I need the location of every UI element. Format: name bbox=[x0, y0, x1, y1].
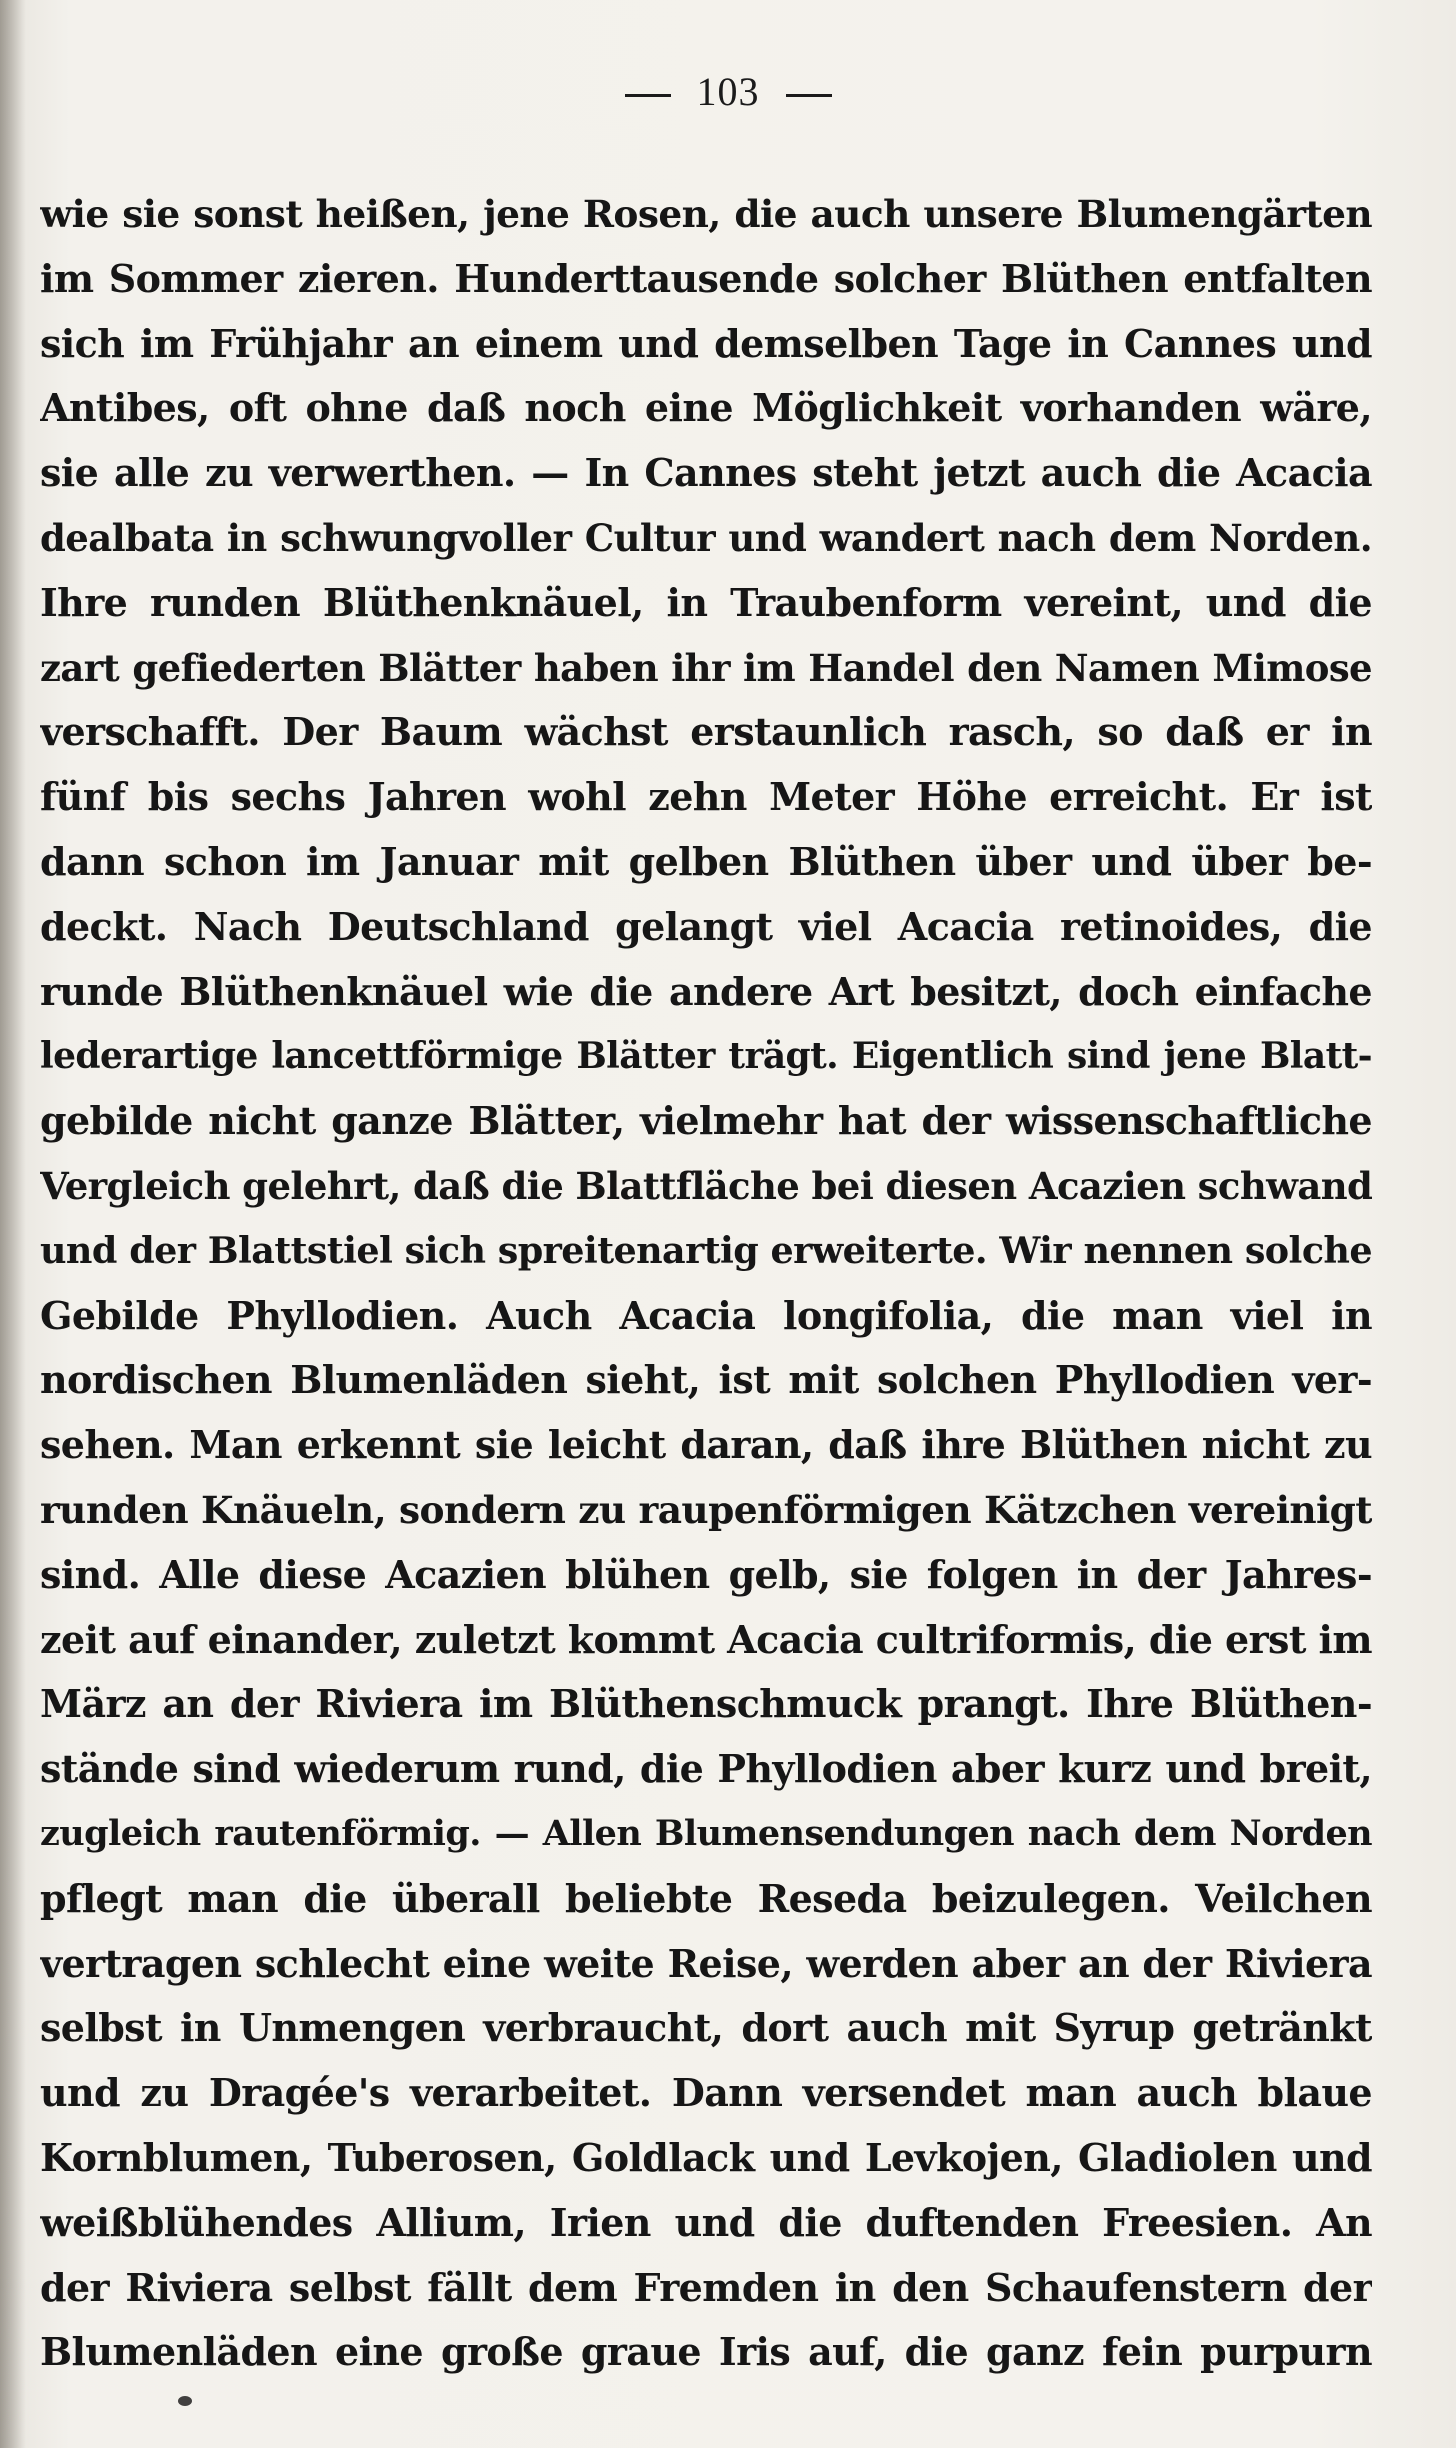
text-line: gebilde nicht ganze Blätter, vielmehr hat der wissenschaftliche bbox=[40, 1098, 1372, 1144]
text-line: im Sommer zieren. Hunderttausende solcher Blüthen entfalten bbox=[40, 255, 1372, 301]
text-line: sehen. Man erkennt sie leicht daran, daß ihre Blüthen nicht zu bbox=[40, 1422, 1372, 1468]
header-dash-left bbox=[625, 94, 671, 97]
text-line: runde Blüthenknäuel wie die andere Art besitzt, doch einfache bbox=[40, 968, 1372, 1014]
text-line: weißblühendes Allium, Irien und die duftenden Freesien. An bbox=[40, 2199, 1372, 2245]
text-line: und zu Dragée's verarbeitet. Dann versendet man auch blaue bbox=[40, 2070, 1372, 2116]
text-line: pflegt man die überall beliebte Reseda beizulegen. Veilchen bbox=[40, 1875, 1372, 1921]
binding-shadow bbox=[0, 0, 26, 2448]
page-header bbox=[0, 68, 1456, 115]
text-line: dann schon im Januar mit gelben Blüthen über und über be- bbox=[40, 838, 1372, 884]
body-text bbox=[40, 182, 1372, 2385]
text-line: stände sind wiederum rund, die Phyllodien aber kurz und breit, bbox=[40, 1746, 1372, 1792]
text-line: Vergleich gelehrt, daß die Blattfläche bei diesen Acazien schwand bbox=[40, 1163, 1372, 1208]
text-line: fünf bis sechs Jahren wohl zehn Meter Höhe erreicht. Er ist bbox=[40, 774, 1372, 820]
text-line: Blumenläden eine große graue Iris auf, die ganz fein purpurn bbox=[40, 2329, 1372, 2375]
text-line: zugleich rautenförmig. — Allen Blumensendungen nach dem Norden bbox=[40, 1812, 1372, 1854]
text-line: sie alle zu verwerthen. — In Cannes steht jetzt auch die Acacia bbox=[40, 450, 1372, 496]
text-line: lederartige lancettförmige Blätter trägt. Eigentlich sind jene Blatt- bbox=[40, 1035, 1372, 1078]
text-line: wie sie sonst heißen, jene Rosen, die auch unsere Blumengärten bbox=[40, 192, 1372, 236]
text-line: Ihre runden Blüthenknäuel, in Traubenform vereint, und die bbox=[40, 579, 1372, 625]
text-line: runden Knäueln, sondern zu raupenförmigen Kätzchen vereinigt bbox=[40, 1487, 1372, 1532]
text-line: nordischen Blumenläden sieht, ist mit solchen Phyllodien ver- bbox=[40, 1357, 1372, 1403]
page-number: 103 bbox=[696, 69, 760, 114]
text-line: vertragen schlecht eine weite Reise, werden aber an der Riviera bbox=[40, 1940, 1372, 1986]
header-dash-right bbox=[786, 94, 832, 97]
text-line: sich im Frühjahr an einem und demselben Tage in Cannes und bbox=[40, 320, 1372, 366]
text-line: Kornblumen, Tuberosen, Goldlack und Levkojen, Gladiolen und bbox=[40, 2134, 1372, 2180]
text-line: und der Blattstiel sich spreitenartig erweiterte. Wir nennen solche bbox=[40, 1228, 1372, 1272]
text-line: dealbata in schwungvoller Cultur und wandert nach dem Norden. bbox=[40, 515, 1372, 560]
text-line: der Riviera selbst fällt dem Fremden in den Schaufenstern der bbox=[40, 2264, 1372, 2310]
text-line: sind. Alle diese Acazien blühen gelb, sie folgen in der Jahres- bbox=[40, 1551, 1372, 1597]
text-line: verschafft. Der Baum wächst erstaunlich rasch, so daß er in bbox=[40, 709, 1372, 755]
text-line: selbst in Unmengen verbraucht, dort auch mit Syrup getränkt bbox=[40, 2005, 1372, 2051]
text-line: zart gefiederten Blätter haben ihr im Handel den Namen Mimose bbox=[40, 645, 1372, 690]
text-line: Gebilde Phyllodien. Auch Acacia longifolia, die man viel in bbox=[40, 1292, 1372, 1338]
text-line: Antibes, oft ohne daß noch eine Möglichkeit vorhanden wäre, bbox=[40, 385, 1372, 431]
text-line: März an der Riviera im Blüthenschmuck prangt. Ihre Blüthen- bbox=[40, 1681, 1372, 1727]
text-line: deckt. Nach Deutschland gelangt viel Acacia retinoides, die bbox=[40, 903, 1372, 949]
text-line: zeit auf einander, zuletzt kommt Acacia cultriformis, die erst im bbox=[40, 1616, 1372, 1662]
ink-smudge bbox=[178, 2396, 192, 2406]
